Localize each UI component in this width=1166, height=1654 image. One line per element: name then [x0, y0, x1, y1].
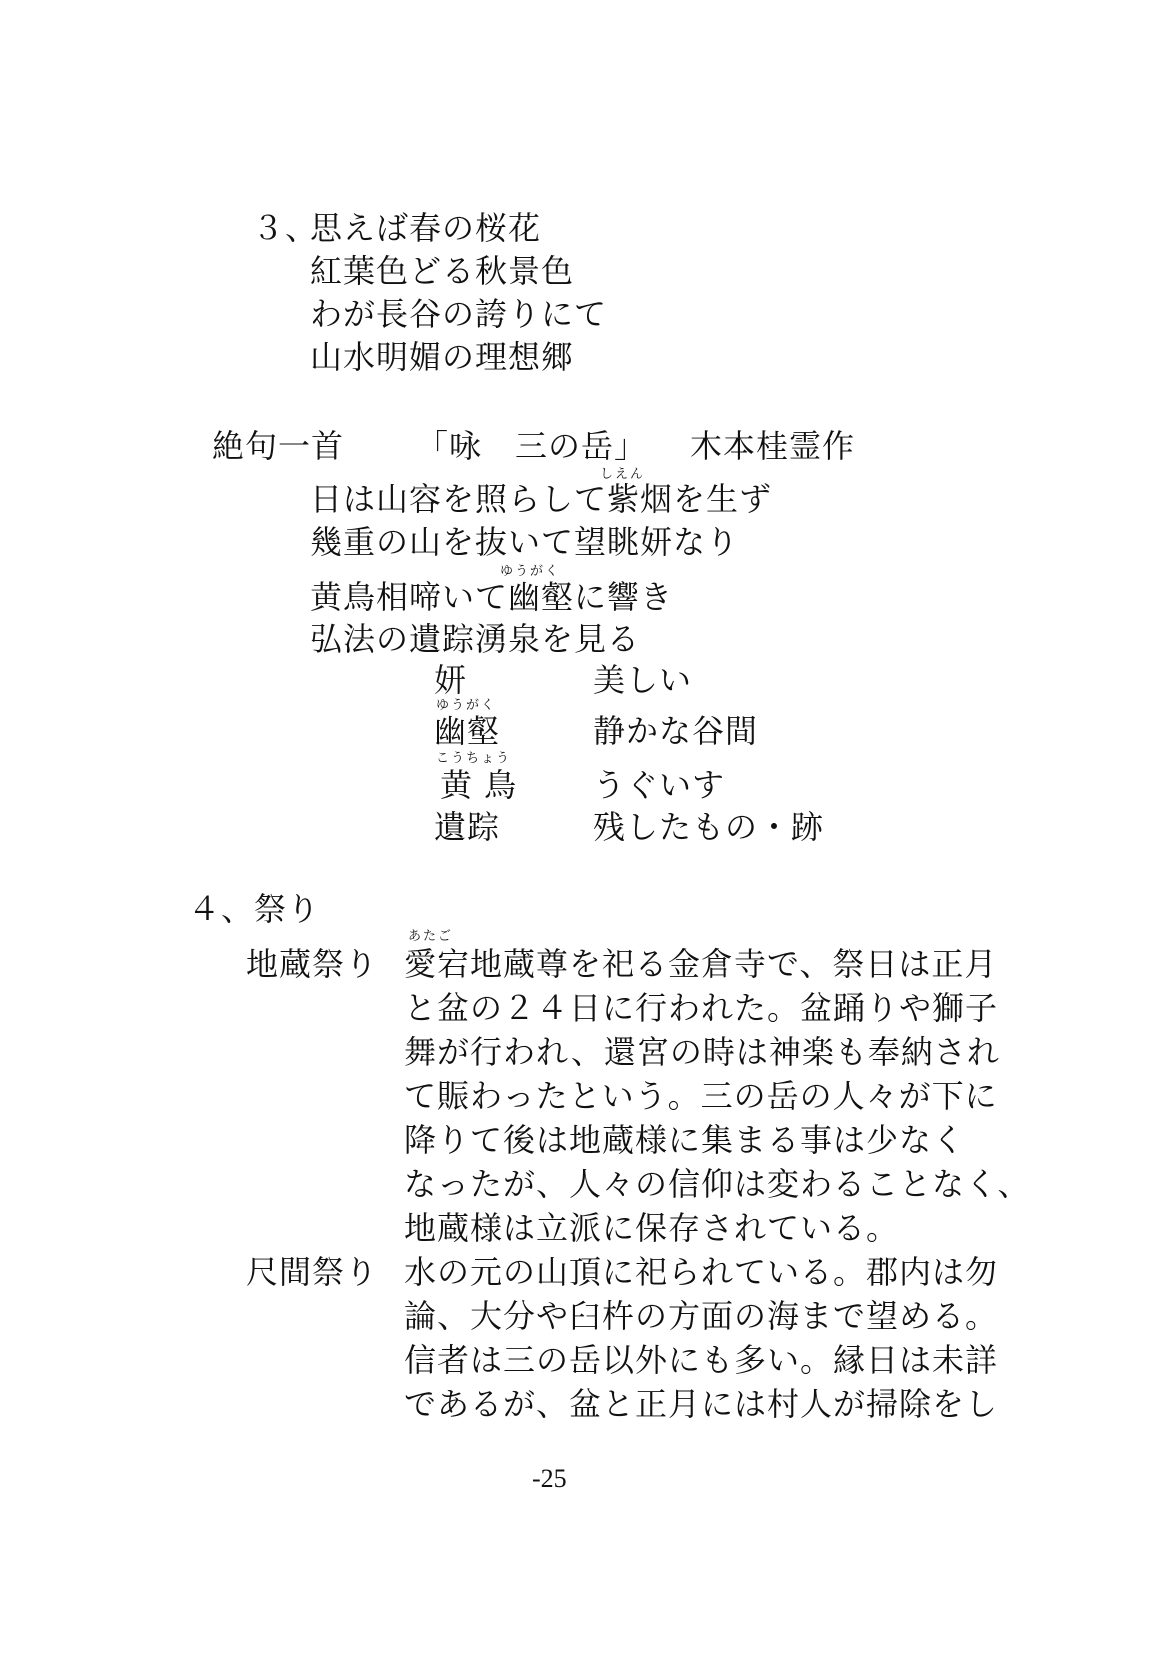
glossary-term-4: 遺踪	[434, 808, 501, 846]
verse3-line-2: 紅葉色どる秋景色	[310, 252, 575, 290]
poem-line-3: 黄鳥相啼いて幽壑に響き	[310, 578, 674, 616]
shakuma-line-3: 信者は三の岳以外にも多い。縁日は未詳	[404, 1341, 999, 1379]
ruby-shien: しえん	[600, 467, 646, 482]
shakuma-line-2: 論、大分や臼杵の方面の海まで望める。	[404, 1297, 999, 1335]
jizo-line-1: 愛宕地蔵尊を祀る金倉寺で、祭日は正月	[404, 945, 998, 983]
ruby-atago: あたご	[408, 929, 454, 944]
glossary-meaning-4: 残したもの・跡	[593, 808, 825, 846]
poem-author: 木本桂霊作	[690, 427, 856, 465]
shakuma-festival-name: 尺間祭り	[246, 1253, 379, 1291]
jizo-line-2: と盆の２４日に行われた。盆踊りや獅子	[404, 989, 999, 1027]
glossary-term-2: 幽壑	[434, 712, 501, 750]
jizo-line-6: なったが、人々の信仰は変わることなく、	[404, 1165, 1031, 1203]
jizo-line-3: 舞が行われ、還宮の時は神楽も奉納され	[404, 1033, 1000, 1071]
jizo-line-7: 地蔵様は立派に保存されている。	[404, 1209, 900, 1247]
glossary-meaning-1: 美しい	[593, 661, 693, 699]
page-number: -25	[532, 1464, 567, 1493]
glossary-meaning-2: 静かな谷間	[593, 712, 759, 750]
verse3-line-3: わが長谷の誇りにて	[310, 295, 608, 333]
glossary-term-3: 黄 鳥	[440, 766, 518, 804]
ruby-yuugaku-line: ゆうがく	[500, 564, 561, 579]
shakuma-line-4: であるが、盆と正月には村人が掃除をし	[404, 1385, 999, 1423]
poem-line-2: 幾重の山を抜いて望眺妍なり	[310, 523, 740, 561]
verse3-number: ３、	[252, 209, 319, 247]
poem-title: 「咏 三の岳」	[416, 427, 648, 465]
glossary-term-1: 妍	[434, 661, 468, 699]
section4-heading: ４、祭り	[188, 890, 321, 928]
jizo-festival-name: 地蔵祭り	[246, 945, 379, 983]
glossary-ruby-3: こうちょう	[436, 751, 512, 766]
verse3-line-1: 思えば春の桜花	[310, 209, 542, 247]
shakuma-line-1: 水の元の山頂に祀られている。郡内は勿	[404, 1253, 999, 1291]
poem-line-4: 弘法の遺踪湧泉を見る	[310, 620, 641, 658]
poem-label: 絶句一首	[212, 427, 345, 465]
glossary-ruby-2: ゆうがく	[436, 698, 497, 713]
verse3-line-4: 山水明媚の理想郷	[310, 338, 575, 376]
glossary-meaning-3: うぐいす	[593, 766, 726, 804]
poem-line-1: 日は山容を照らして紫烟を生ず	[310, 480, 773, 518]
jizo-line-4: て賑わったという。三の岳の人々が下に	[404, 1077, 998, 1115]
jizo-line-5: 降りて後は地蔵様に集まる事は少なく	[404, 1121, 966, 1159]
